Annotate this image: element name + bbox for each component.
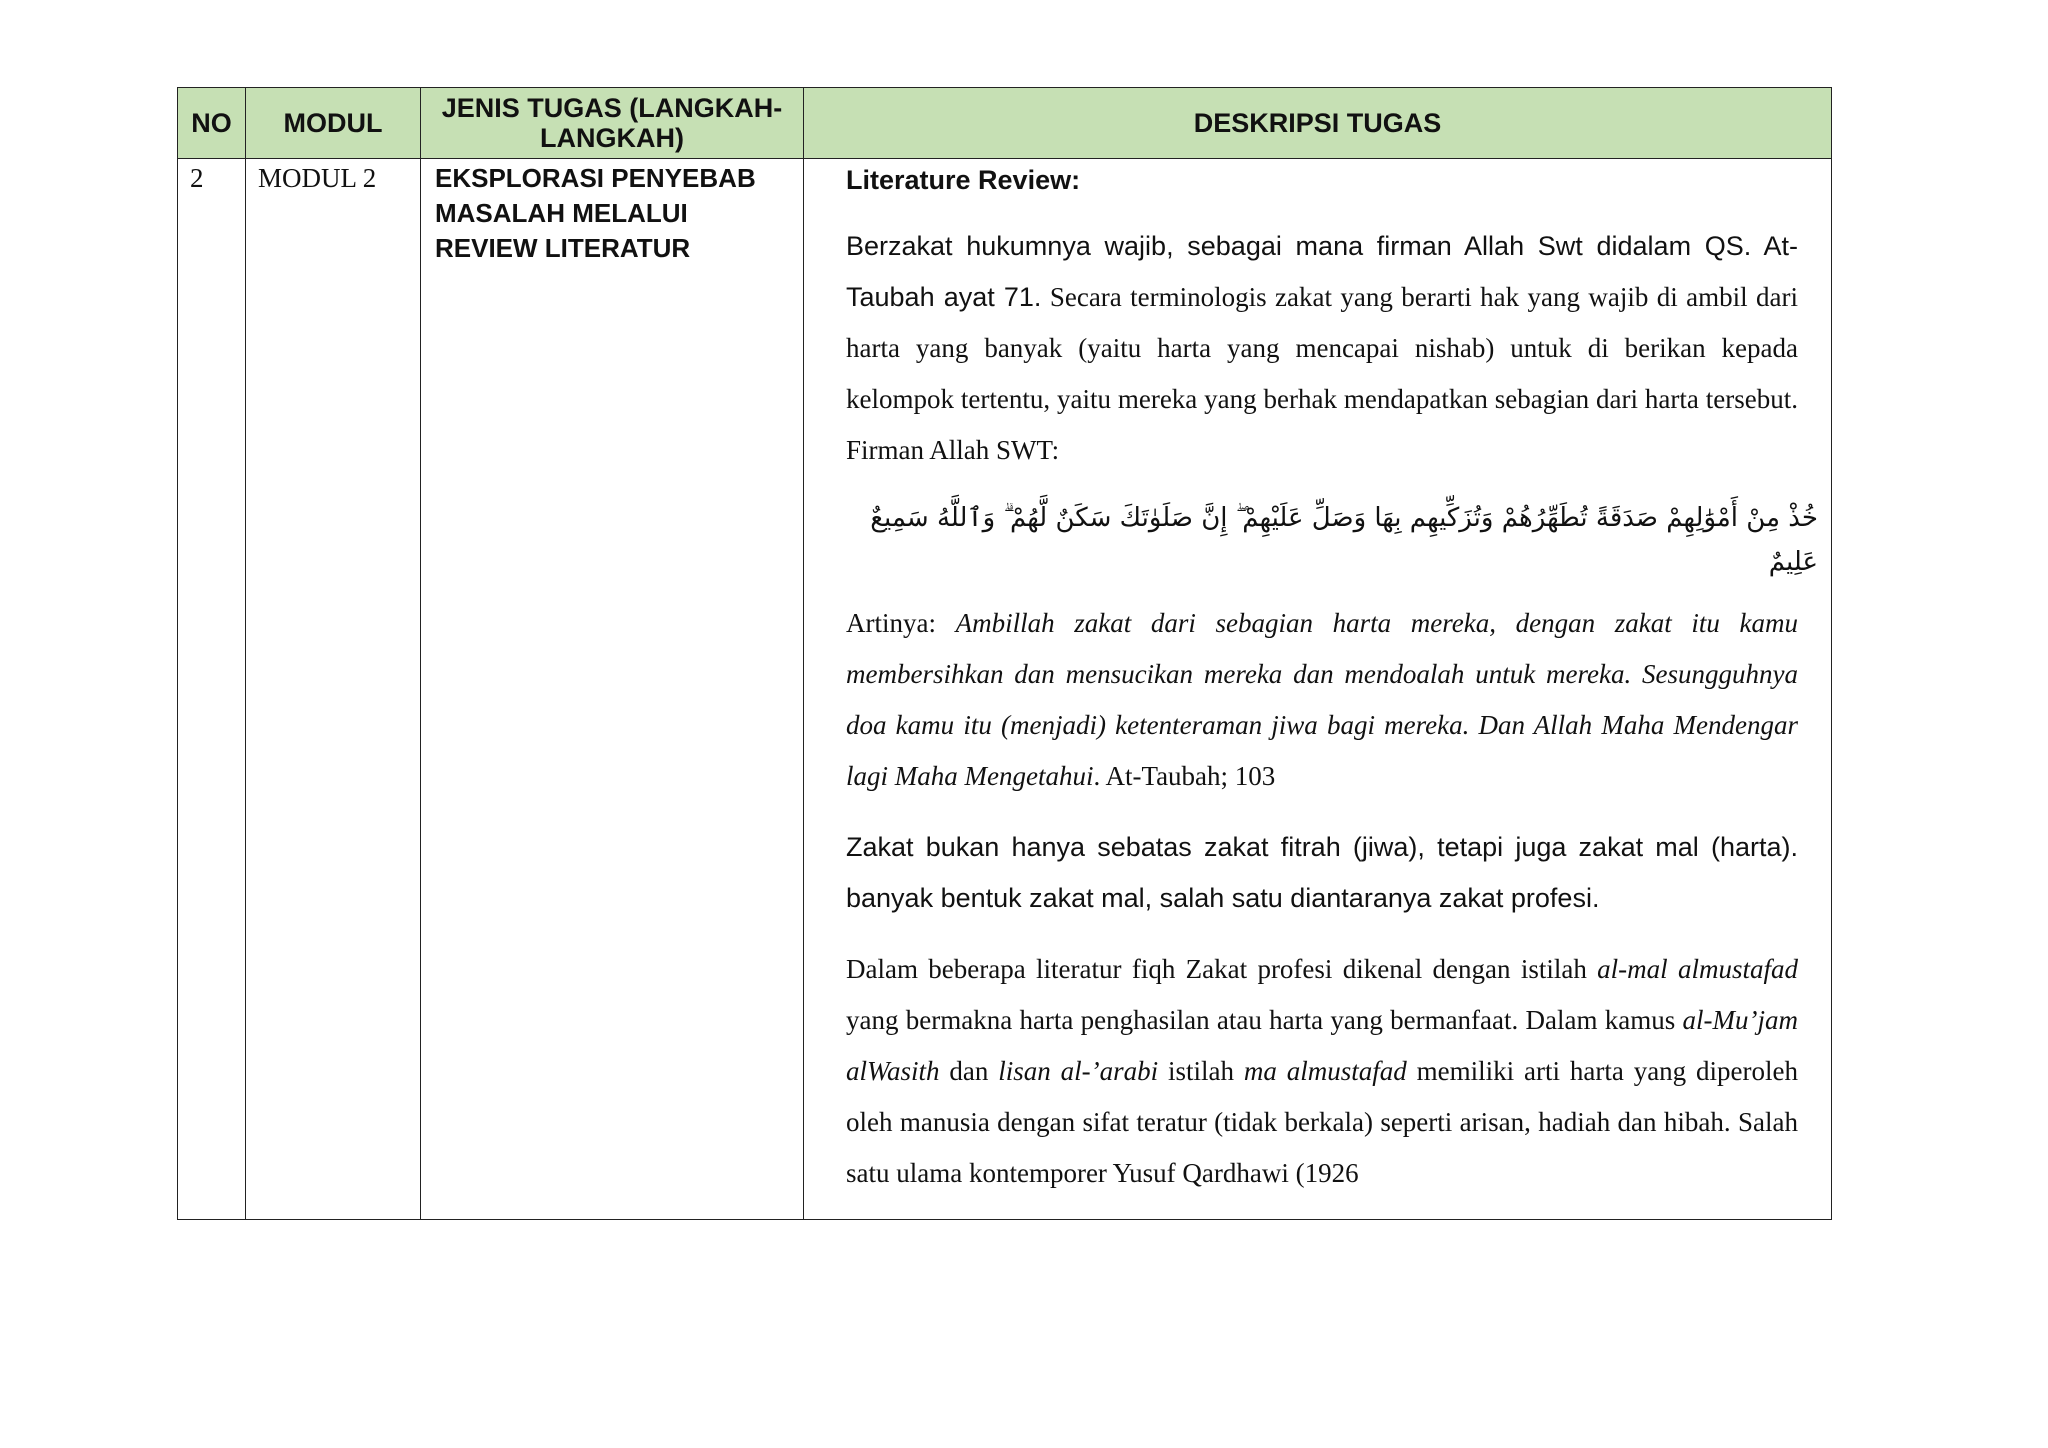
paragraph-zakat-mal: Zakat bukan hanya sebatas zakat fitrah (jiwa), tetapi juga zakat mal (harta). banyak bentuk zakat mal, salah satu diantaranya zakat profesi. [846,832,1798,913]
paragraph-zakat-terminology: Secara terminologis zakat yang berarti hak yang wajib di ambil dari harta yang banyak (yaitu harta yang mencapai nishab) untuk di berikan kepada kelompok tertentu, yaitu mereka yang berhak mendapatkan sebagian dari harta tersebut. Firman Allah SWT: [846,282,1798,465]
translation-text: Ambillah zakat dari sebagian harta mereka, dengan zakat itu kamu membersihkan dan mensucikan mereka dan mendoalah untuk mereka. Sesungguhnya doa kamu itu (menjadi) ketenteraman jiwa bagi mereka. Dan Allah Maha Mendengar lagi Maha Mengetahui [846,608,1799,791]
cell-deskripsi-tugas [804,159,1832,1220]
arabic-verse: خُذْ مِنْ أَمْوَٰلِهِمْ صَدَقَةً تُطَهِّرُهُمْ وَتُزَكِّيهِم بِهَا وَصَلِّ عَلَيْهِمْ ۖ إِنَّ صَلَوٰتَكَ سَكَنٌ لَّهُمْ ۗ وَٱللَّهُ سَمِيعٌ عَلِيمٌ [870,503,1818,577]
paragraph-zakat-intro: Berzakat hukumnya wajib, sebagai mana firman Allah Swt didalam QS. At-Taubah ayat 71. [846,231,1798,312]
header-no: NO [178,88,246,159]
text-segment: istilah [1158,1056,1244,1086]
term-al-mal-almustafad: al-mal almustafad [1597,954,1798,984]
term-al-mujam-alwasith: al-Mu’jam alWasith [846,1005,1798,1086]
header-row [178,88,1832,159]
text-segment: dan [939,1056,999,1086]
paragraph-zakat-definition [846,221,1798,476]
translation-label: Artinya: [846,608,956,638]
text-segment: yang bermakna harta penghasilan atau harta yang bermanfaat. Dalam kamus [846,1005,1683,1035]
header-deskripsi-tugas: DESKRIPSI TUGAS [804,88,1832,159]
cell-jenis-tugas: EKSPLORASI PENYEBAB MASALAH MELALUI REVIEW LITERATUR [421,159,804,1220]
translation-reference: . At-Taubah; 103 [1093,761,1276,791]
term-ma-almustafad: ma almustafad [1243,1056,1407,1086]
paragraph-translation [846,598,1798,802]
term-lisan-al-arabi: lisan al-’arabi [998,1056,1159,1086]
header-modul: MODUL [246,88,421,159]
text-segment: Dalam beberapa literatur fiqh Zakat profesi dikenal dengan istilah [846,954,1598,984]
cell-modul: MODUL 2 [246,159,421,1220]
table-row [178,159,1832,1220]
literature-review-heading: Literature Review: [846,165,1081,195]
text-segment: memiliki arti harta yang diperoleh oleh manusia dengan sifat teratur (tidak berkala) seperti arisan, hadiah dan hibah. Salah satu ulama kontemporer Yusuf Qardhawi (1926 [846,1056,1799,1188]
paragraph-zakat-profesi [846,944,1798,1199]
cell-no: 2 [178,159,246,1220]
task-table [177,87,1832,1220]
header-jenis-tugas: JENIS TUGAS (LANGKAH-LANGKAH) [421,88,804,159]
